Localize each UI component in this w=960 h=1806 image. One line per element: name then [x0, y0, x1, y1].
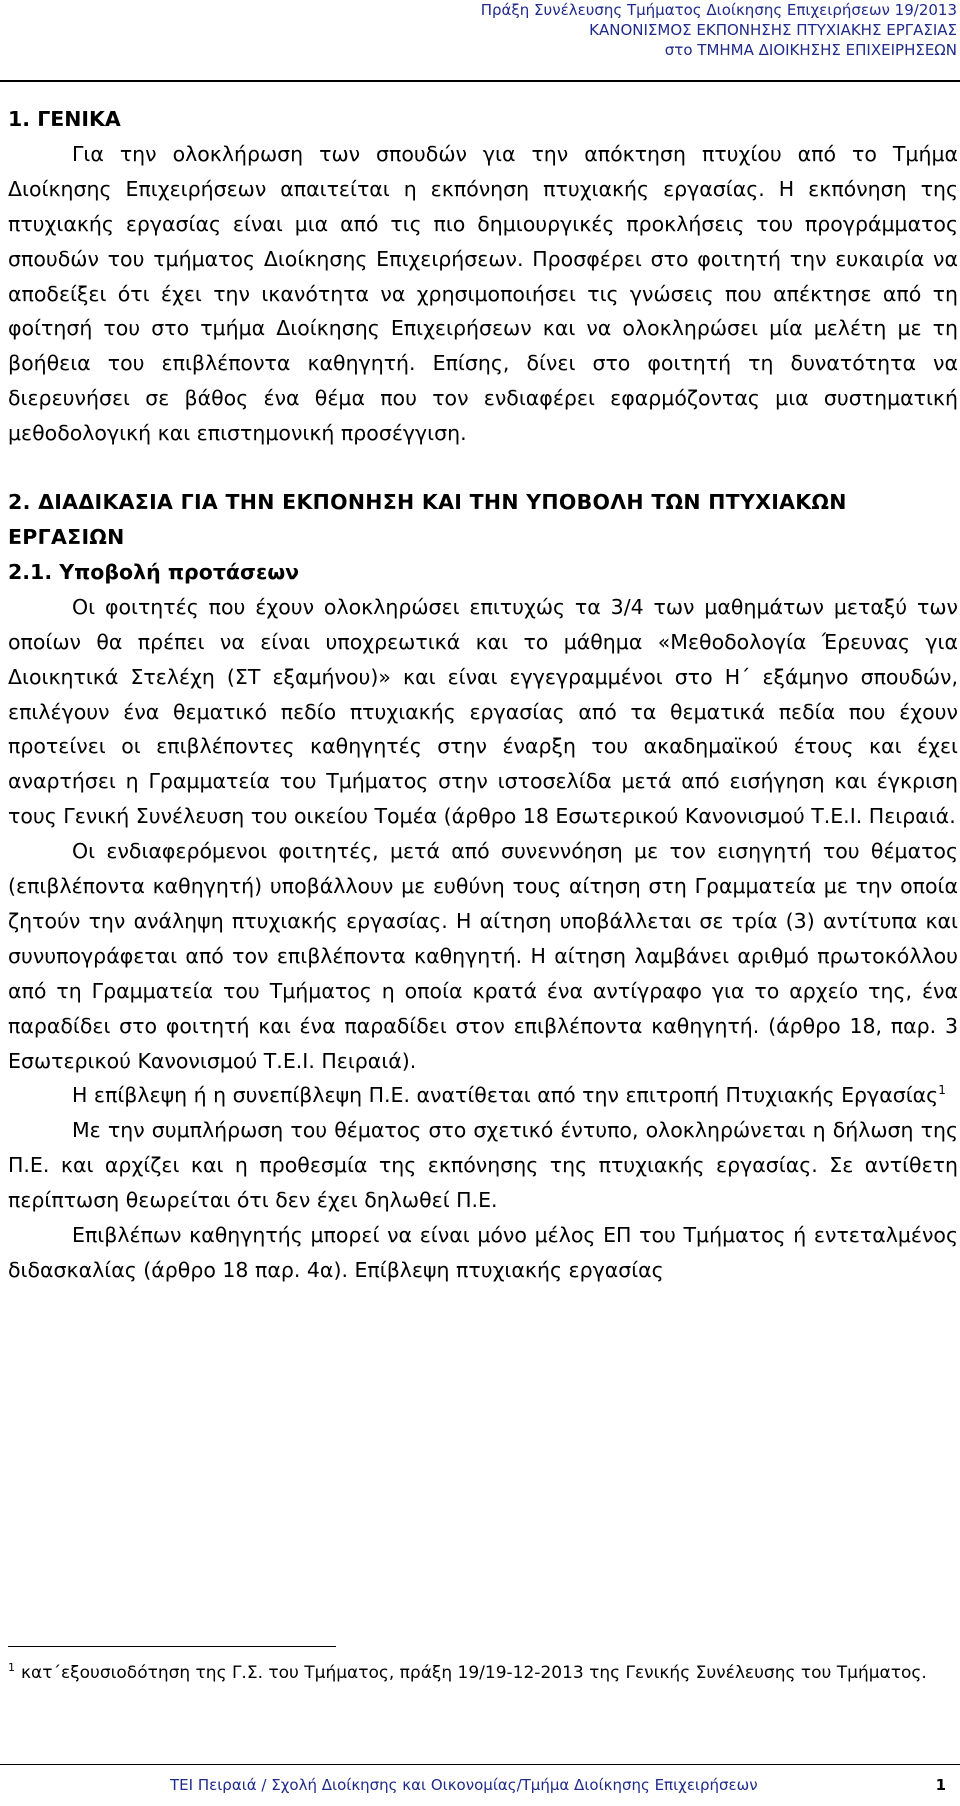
footnote-text: κατ΄εξουσιοδότηση της Γ.Σ. του Τμήματος, πράξη 19/19-12-2013 της Γενικής Συνέλευσης του Τμήματος. [21, 1663, 927, 1683]
footnote-divider [8, 1646, 336, 1647]
subsection-paragraph-2: Οι ενδιαφερόμενοι φοιτητές, μετά από συνεννόηση με τον εισηγητή του θέματος (επιβλέποντα καθηγητή) υποβάλλουν με ευθύνη τους αίτηση στη Γραμματεία με την οποία ζητούν την ανάληψη πτυχιακής εργασίας. Η αίτηση υποβάλλεται σε τρία (3) αντίτυπα και συνυπογράφεται από τον επιβλέποντα καθηγητή. Η αίτηση λαμβάνει αριθμό πρωτοκόλλου από τη Γραμματεία του Τμήματος η οποία κρατά ένα αντίγραφο για το αρχείο της, ένα παραδίδει στο φοιτητή και ένα παραδίδει στον επιβλέποντα καθηγητή. (άρθρο 18, παρ. 3 Εσωτερικού Κανονισμού Τ.Ε.Ι. Πειραιά). [8, 839, 958, 1073]
section-spacer [8, 451, 958, 483]
paragraph-3-text: Η επίβλεψη ή η συνεπίβλεψη Π.Ε. ανατίθεται από την επιτροπή Πτυχιακής Εργασίας [72, 1083, 939, 1108]
page-footer [0, 1773, 960, 1797]
page-header [257, 0, 957, 60]
footer-divider [0, 1764, 960, 1765]
page-number: 1 [935, 1776, 946, 1794]
section-1-heading: 1. ΓΕΝΙΚΑ [8, 107, 121, 131]
header-line-3: στο ΤΜΗΜΑ ΔΙΟΙΚΗΣΗΣ ΕΠΙΧΕΙΡΗΣΕΩΝ [664, 41, 957, 59]
footnote [8, 1657, 958, 1689]
header-line-1: Πράξη Συνέλευσης Τμήματος Διοίκησης Επιχειρήσεων 19/2013 [480, 1, 957, 19]
header-line-2: ΚΑΝΟΝΙΣΜΟΣ ΕΚΠΟΝΗΣΗΣ ΠΤΥΧΙΑΚΗΣ ΕΡΓΑΣΙΑΣ [589, 21, 957, 39]
subsection-paragraph-4: Με την συμπλήρωση του θέματος στο σχετικό έντυπο, ολοκληρώνεται η δήλωση της Π.Ε. και αρχίζει και η προθεσμία της εκπόνησης της πτυχιακής εργασίας. Σε αντίθετη περίπτωση θεωρείται ότι δεν έχει δηλωθεί Π.Ε. [8, 1118, 958, 1213]
subsection-paragraph-3 [8, 1078, 958, 1113]
footnote-reference[interactable]: 1 [938, 1083, 946, 1098]
header-divider [0, 80, 960, 82]
footer-text: ΤΕΙ Πειραιά / Σχολή Διοίκησης και Οικονομίας/Τμήμα Διοίκησης Επιχειρήσεων [170, 1776, 758, 1794]
subsection-paragraph-5: Επιβλέπων καθηγητής μπορεί να είναι μόνο μέλος ΕΠ του Τμήματος ή εντεταλμένος διδασκαλίας (άρθρο 18 παρ. 4α). Επίβλεψη πτυχιακής εργασίας [8, 1223, 958, 1282]
document-body [8, 100, 958, 1288]
subsection-paragraph-1: Οι φοιτητές που έχουν ολοκληρώσει επιτυχώς τα 3/4 των μαθημάτων μεταξύ των οποίων θα πρέπει να είναι υποχρεωτικά και το μάθημα «Μεθοδολογία Έρευνας για Διοικητικά Στελέχη (ΣΤ εξαμήνου)» και είναι εγγεγραμμένοι στο Η΄ εξάμηνο σπουδών, επιλέγουν ένα θεματικό πεδίο πτυχιακής εργασίας από τα θεματικά πεδία που έχουν προτείνει οι επιβλέποντες καθηγητές στην έναρξη του ακαδημαϊκού έτους και έχει αναρτήσει η Γραμματεία του Τμήματος στην ιστοσελίδα μετά από εισήγηση και έγκριση τους Γενική Συνέλευση του οικείου Τομέα (άρθρο 18 Εσωτερικού Κανονισμού Τ.Ε.Ι. Πειραιά. [8, 594, 958, 829]
section-2-heading: 2. ΔΙΑΔΙΚΑΣΙΑ ΓΙΑ ΤΗΝ ΕΚΠΟΝΗΣΗ ΚΑΙ ΤΗΝ ΥΠΟΒΟΛΗ ΤΩΝ ΠΤΥΧΙΑΚΩΝ ΕΡΓΑΣΙΩΝ [8, 490, 847, 549]
footnote-number: 1 [8, 1661, 15, 1675]
section-1-paragraph: Για την ολοκλήρωση των σπουδών για την απόκτηση πτυχίου από το Τμήμα Διοίκησης Επιχειρήσεων απαιτείται η εκπόνηση πτυχιακής εργασίας. Η εκπόνηση της πτυχιακής εργασίας είναι μια από τις πιο δημιουργικές προκλήσεις του προγράμματος σπουδών του τμήματος Διοίκησης Επιχειρήσεων. Προσφέρει στο φοιτητή την ευκαιρία να αποδείξει ότι έχει την ικανότητα να χρησιμοποιήσει τις γνώσεις που απέκτησε από τη φοίτησή του στο τμήμα Διοίκησης Επιχειρήσεων και να ολοκληρώσει μία μελέτη με τη βοήθεια του επιβλέποντα καθηγητή. Επίσης, δίνει στο φοιτητή τη δυνατότητα να διερευνήσει σε βάθος ένα θέμα που τον ενδιαφέρει εφαρμόζοντας μια συστηματική μεθοδολογική και επιστημονική προσέγγιση. [8, 141, 958, 446]
subsection-2-1-heading: 2.1. Υποβολή προτάσεων [8, 559, 300, 584]
